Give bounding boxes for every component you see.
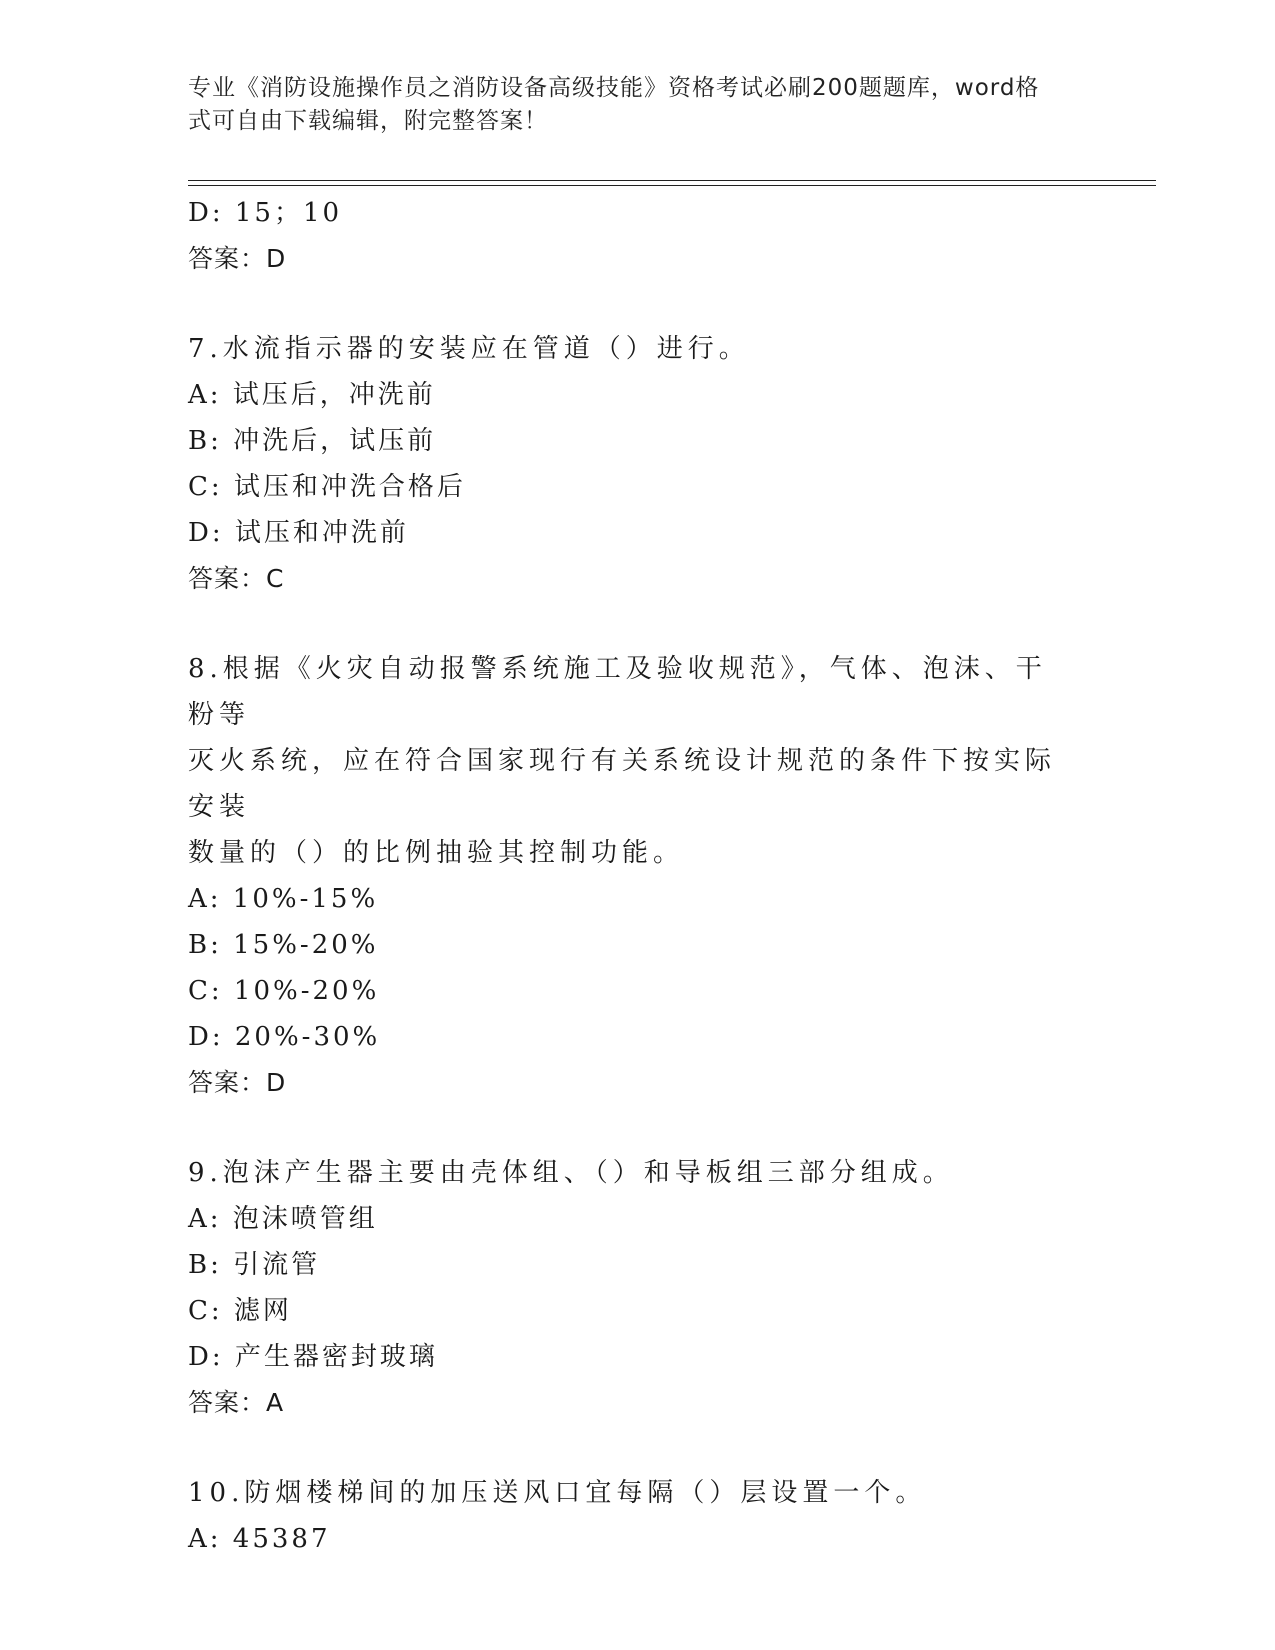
option-a: A: 泡沫喷管组 [188,1204,378,1234]
header-line-2: 式可自由下载编辑，附完整答案！ [188,108,548,134]
header-rule-bottom [188,185,1156,186]
question-block-8 [188,646,1068,1106]
question-list [188,190,1068,1562]
document-header [188,72,1068,138]
option-b: B: 引流管 [188,1250,321,1280]
question-stem-line-3: 数量的（）的比例抽验其控制功能。 [188,838,685,868]
answer-line: 答案：A [188,1388,285,1417]
question-block-7 [188,326,1068,602]
spacer [188,282,1068,326]
spacer [188,1106,1068,1150]
question-stem: 10.防烟楼梯间的加压送风口宜每隔（）层设置一个。 [188,1478,927,1508]
option-a: A: 45387 [188,1524,331,1554]
question-stem-line-2: 灭火系统，应在符合国家现行有关系统设计规范的条件下按实际安装 [188,746,1057,822]
question-block-10 [188,1470,1068,1562]
header-rule-top [188,180,1156,181]
option-c: C: 10%-20% [188,976,380,1006]
question-block-9 [188,1150,1068,1426]
answer-line: 答案：D [188,244,287,273]
question-block-6-tail [188,190,1068,282]
option-a: A: 试压后，冲洗前 [188,380,436,410]
header-line-1: 专业《消防设施操作员之消防设备高级技能》资格考试必刷200题题库，word格 [188,75,1040,101]
option-d: D: 试压和冲洗前 [188,518,409,548]
question-stem: 7.水流指示器的安装应在管道（）进行。 [188,334,750,364]
option-d: D: 15；10 [188,198,343,228]
option-a: A: 10%-15% [188,884,379,914]
question-stem: 9.泡沫产生器主要由壳体组、（）和导板组三部分组成。 [188,1158,954,1188]
option-b: B: 15%-20% [188,930,379,960]
option-d: D: 产生器密封玻璃 [188,1342,438,1372]
question-stem-line-1: 8.根据《火灾自动报警系统施工及验收规范》，气体、泡沫、干粉等 [188,654,1047,730]
option-c: C: 试压和冲洗合格后 [188,472,466,502]
option-b: B: 冲洗后，试压前 [188,426,437,456]
option-c: C: 滤网 [188,1296,292,1326]
spacer [188,1426,1068,1470]
spacer [188,602,1068,646]
answer-line: 答案：C [188,564,285,593]
option-d: D: 20%-30% [188,1022,381,1052]
answer-line: 答案：D [188,1068,287,1097]
